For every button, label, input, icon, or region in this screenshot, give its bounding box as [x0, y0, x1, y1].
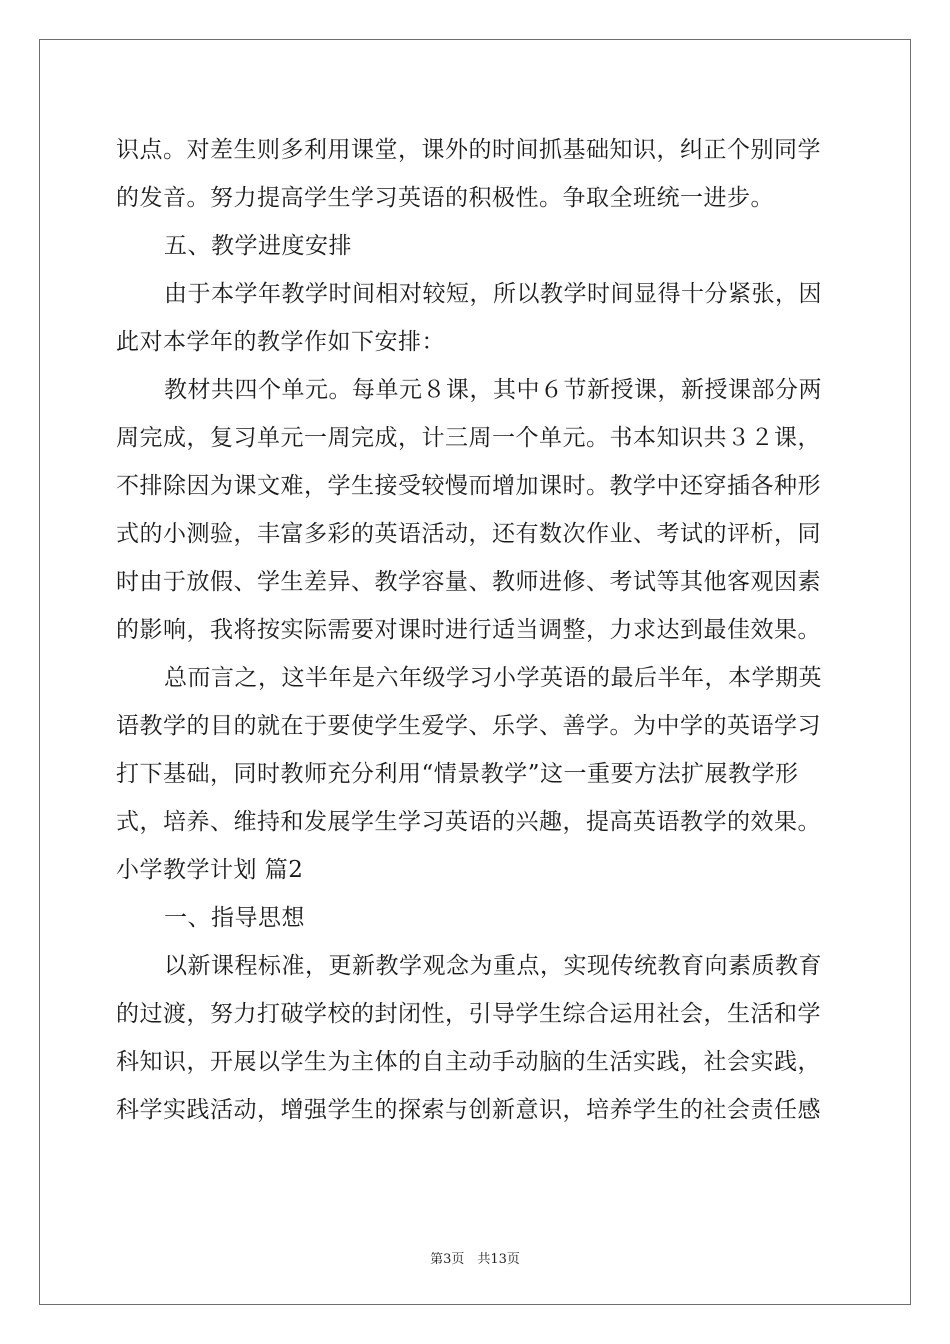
text-line: 的过渡，努力打破学校的封闭性，引导学生综合运用社会，生活和学	[116, 1001, 821, 1027]
text-line: 的发音。努力提高学生学习英语的积极性。争取全班统一进步。	[116, 185, 774, 211]
text-line: 此对本学年的教学作如下安排：	[116, 329, 445, 355]
text-line: 的影响，我将按实际需要对课时进行适当调整，力求达到最佳效果。	[116, 617, 821, 643]
text-line: 科知识，开展以学生为主体的自主动手动脑的生活实践，社会实践，	[116, 1049, 821, 1075]
text-line: 时由于放假、学生差异、教学容量、教师进修、考试等其他客观因素	[116, 569, 821, 595]
section-heading: 五、教学进度安排	[164, 233, 352, 259]
text-line: 打下基础，同时教师充分利用“情景教学”这一重要方法扩展教学形	[116, 761, 799, 787]
text-line: 语教学的目的就在于要使学生爱学、乐学、善学。为中学的英语学习	[116, 713, 821, 739]
text-line: 式，培养、维持和发展学生学习英语的兴趣，提高英语教学的效果。	[116, 809, 821, 835]
article-title: 小学教学计划 篇2	[116, 857, 304, 883]
text-line: 不排除因为课文难，学生接受较慢而增加课时。教学中还穿插各种形	[116, 473, 821, 499]
document-body	[116, 126, 836, 1134]
text-line: 式的小测验，丰富多彩的英语活动，还有数次作业、考试的评析，同	[116, 521, 821, 547]
text-line: 以新课程标准，更新教学观念为重点，实现传统教育向素质教育	[164, 953, 822, 979]
text-line: 教材共四个单元。每单元８课，其中６节新授课，新授课部分两	[164, 377, 822, 403]
text-line: 总而言之，这半年是六年级学习小学英语的最后半年，本学期英	[164, 665, 822, 691]
text-line: 由于本学年教学时间相对较短，所以教学时间显得十分紧张，因	[164, 281, 822, 307]
page-number-footer: 第3页 共13页	[430, 1252, 520, 1267]
section-heading: 一、指导思想	[164, 905, 305, 931]
text-line: 周完成，复习单元一周完成，计三周一个单元。书本知识共３２课，	[116, 425, 821, 451]
text-line: 识点。对差生则多利用课堂，课外的时间抓基础知识，纠正个别同学	[116, 137, 821, 163]
text-line: 科学实践活动，增强学生的探索与创新意识，培养学生的社会责任感	[116, 1097, 821, 1123]
